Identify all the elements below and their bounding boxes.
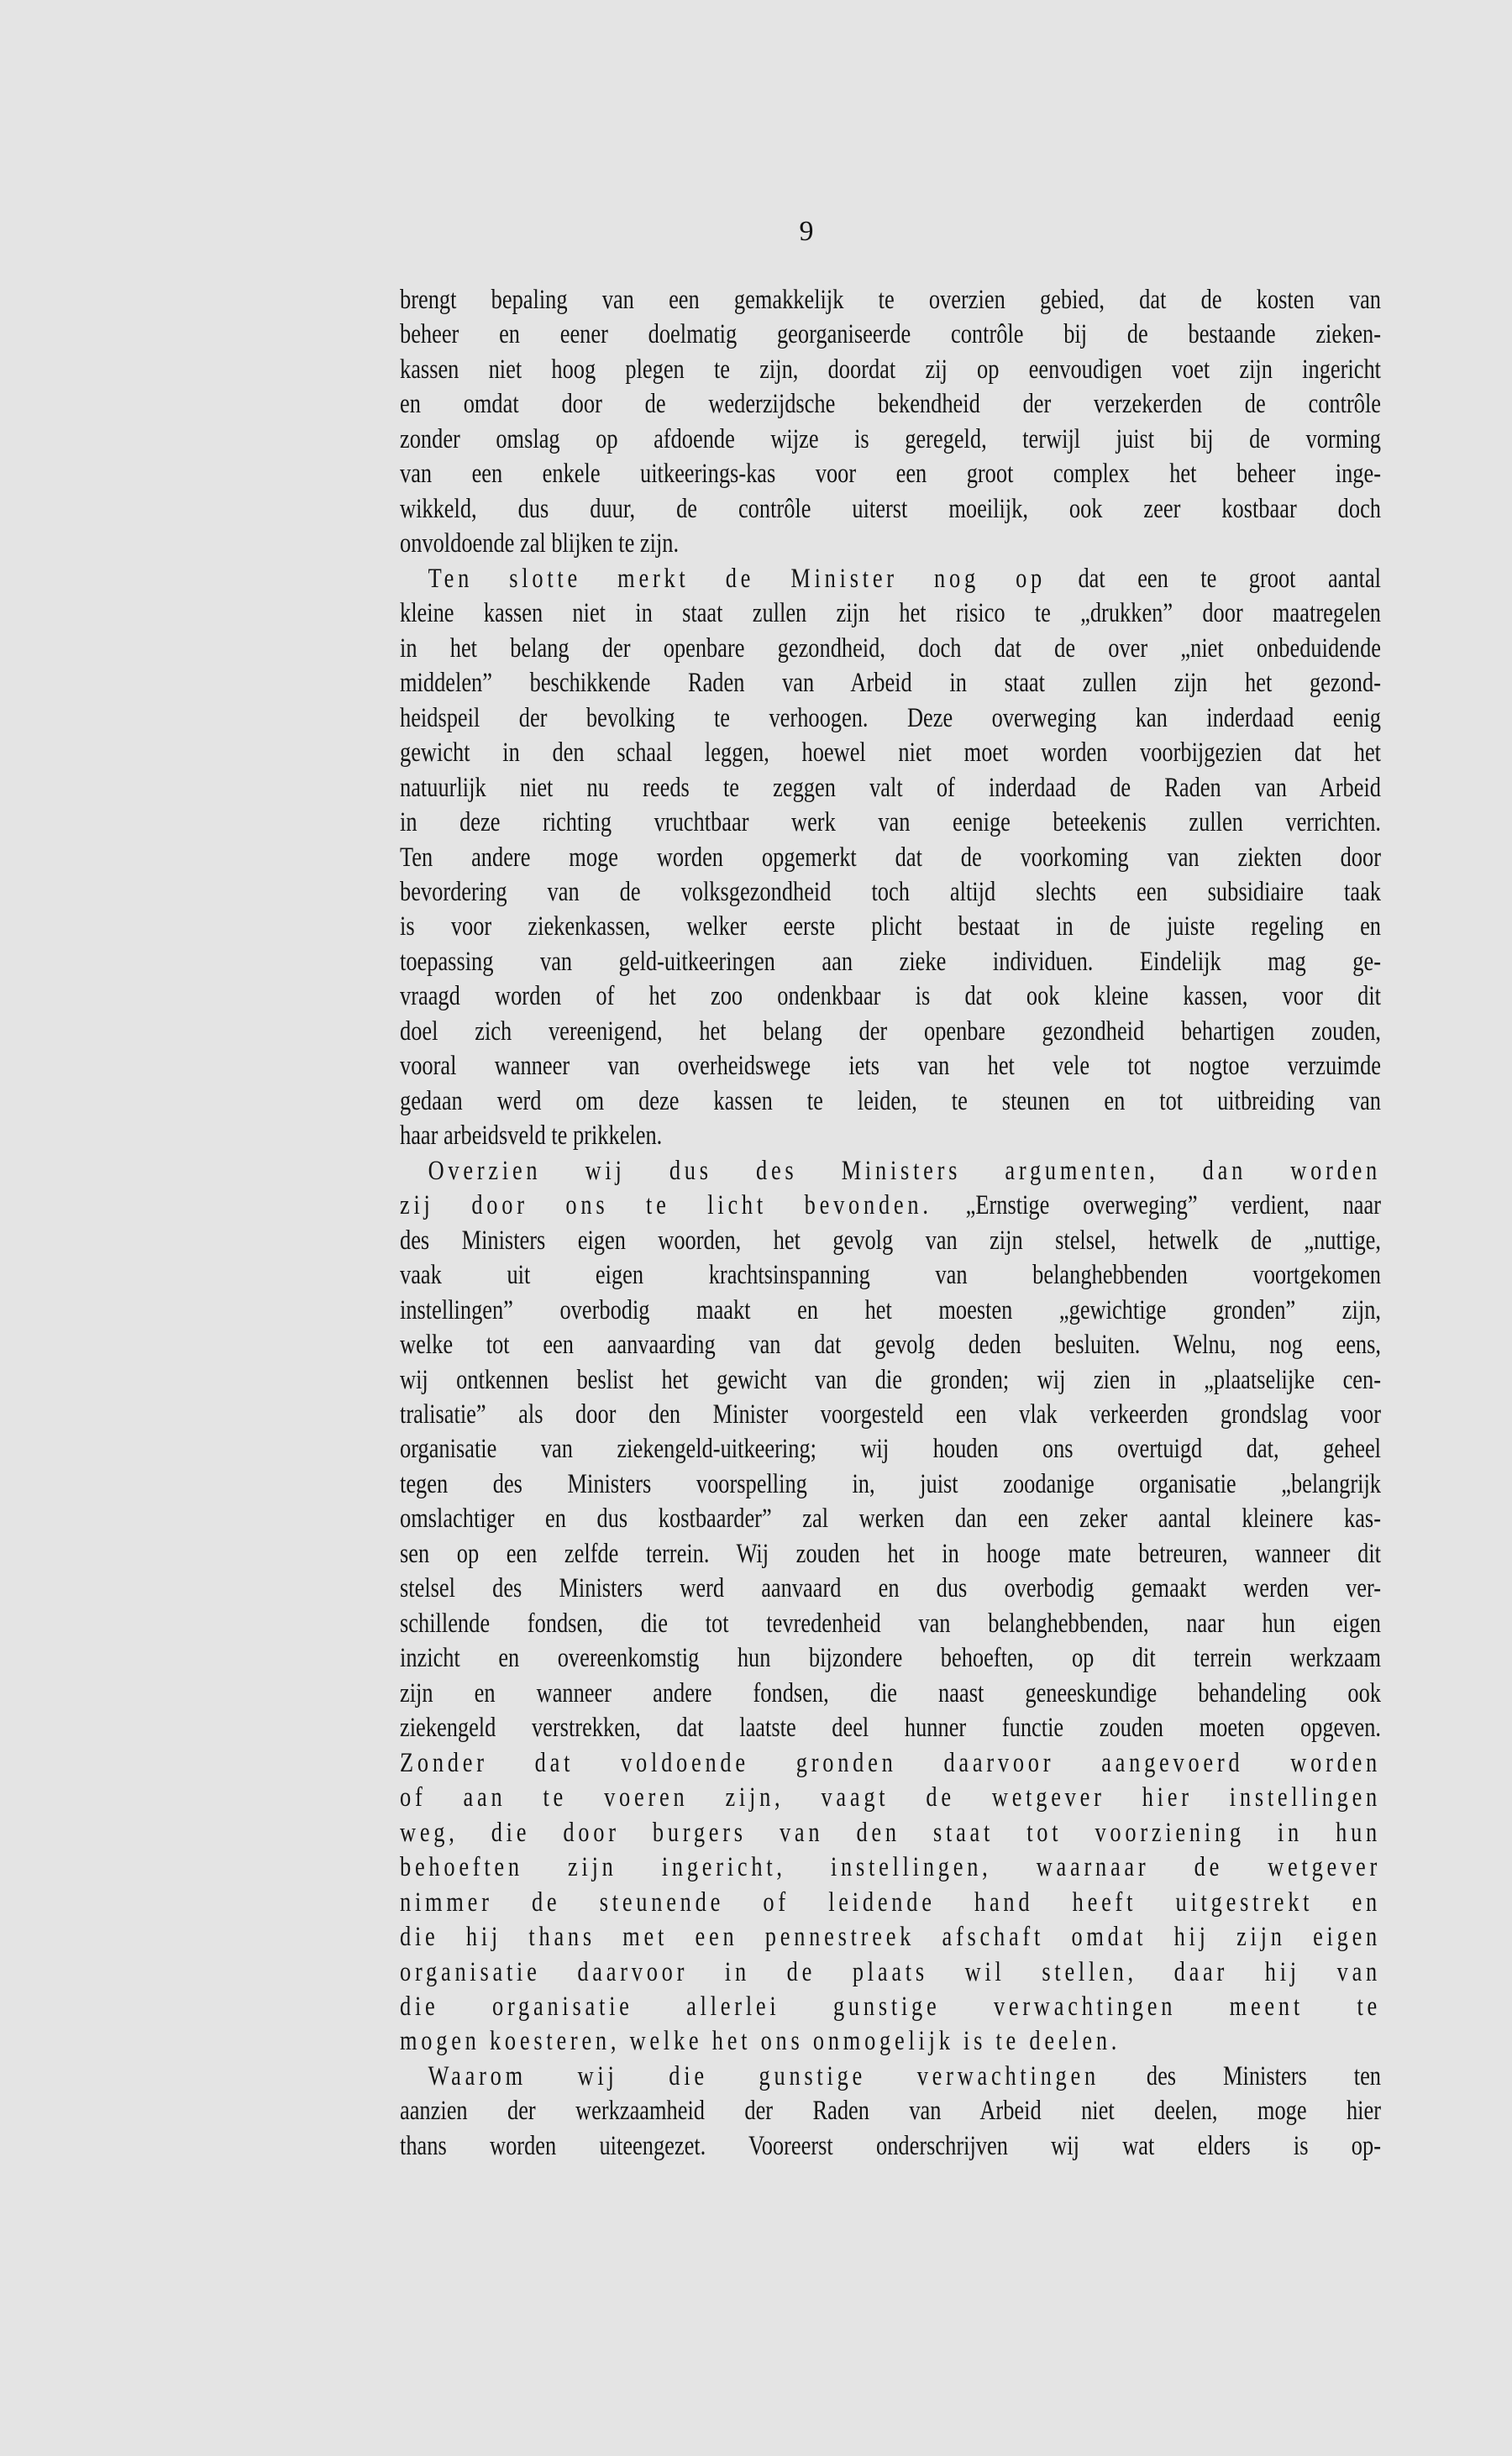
text-line xyxy=(400,1224,1381,1258)
spaced-emphasis: Waarom wij die gunstige verwachtingen xyxy=(428,2060,1100,2091)
text-line xyxy=(400,562,1381,596)
text-line xyxy=(400,979,1381,1014)
text-line xyxy=(400,1432,1381,1467)
text-line xyxy=(400,1850,1381,1885)
text-line xyxy=(400,353,1381,387)
text-line-content: instellingen” overbodig maakt en het moesten „gewichtige gronden” zijn, xyxy=(400,1294,1381,1325)
text-line-content: Overzien wij dus des Ministers argumenten, dan worden xyxy=(428,1155,1382,1186)
text-line xyxy=(400,1711,1381,1745)
text-line-content: Zonder dat voldoende gronden daarvoor aangevoerd worden xyxy=(400,1747,1381,1778)
text-line xyxy=(400,1154,1381,1189)
text-line xyxy=(400,806,1381,840)
text-line xyxy=(400,492,1381,527)
text-line-content: zonder omslag op afdoende wijze is geregeld, terwijl juist bij de vorming xyxy=(400,423,1381,454)
spaced-emphasis: Ten slotte merkt de Minister nog op xyxy=(428,563,1047,594)
text-line xyxy=(400,2024,1381,2059)
text-line xyxy=(400,875,1381,910)
text-line xyxy=(400,701,1381,736)
text-line-content: in het belang der openbare gezondheid, doch dat de over „niet onbeduidende xyxy=(400,632,1381,664)
text-line-content: brengt bepaling van een gemakkelijk te overzien gebied, dat de kosten van xyxy=(400,285,1381,315)
text-line-content: en omdat door de wederzijdsche bekendheid der verzekerden de contrôle xyxy=(400,389,1381,420)
text-line-content: behoeften zijn ingericht, instellingen, waarnaar de wetgever xyxy=(400,1852,1381,1883)
text-line-content: welke tot een aanvaarding van dat gevolg deden besluiten. Welnu, nog eens, xyxy=(400,1330,1381,1361)
text-line xyxy=(400,422,1381,457)
text-line-content: die hij thans met een pennestreek afschaft omdat hij zijn eigen xyxy=(400,1922,1381,1953)
text-line-content: bevordering van de volksgezondheid toch altijd slechts een subsidiaire taak xyxy=(400,876,1381,907)
text-line-content: vraagd worden of het zoo ondenkbaar is dat ook kleine kassen, voor dit xyxy=(400,981,1381,1012)
text-line xyxy=(400,1328,1381,1362)
text-line-content xyxy=(400,562,1381,596)
text-line xyxy=(400,457,1381,491)
text-line-content: Ten andere moge worden opgemerkt dat de voorkoming van ziekten door xyxy=(400,842,1381,873)
text-line xyxy=(400,1886,1381,1920)
text-line xyxy=(400,1641,1381,1676)
text-line xyxy=(400,945,1381,979)
text-line-content: in deze richting vruchtbaar werk van eenige beteekenis zullen verrichten. xyxy=(400,807,1381,838)
text-line-content: organisatie daarvoor in de plaats wil stellen, daar hij van xyxy=(400,1956,1381,1987)
text-line-content: is voor ziekenkassen, welker eerste plicht bestaat in de juiste regeling en xyxy=(400,911,1381,942)
text-line xyxy=(400,1537,1381,1572)
text-line-content: heidspeil der bevolking te verhoogen. Deze overweging kan inderdaad eenig xyxy=(400,702,1381,733)
text-line-content: beheer en eener doelmatig georganiseerde contrôle bij de bestaande zieken- xyxy=(400,319,1381,350)
text-line-content: zijn en wanneer andere fondsen, die naast geneeskundige behandeling ook xyxy=(400,1677,1381,1708)
text-line xyxy=(400,1049,1381,1084)
text-run: dat een te groot aantal xyxy=(1046,563,1381,594)
text-line xyxy=(400,910,1381,944)
body-text xyxy=(400,283,1381,2164)
text-line-content: doel zich vereenigend, het belang der openbare gezondheid behartigen zouden, xyxy=(400,1015,1381,1047)
text-line xyxy=(400,841,1381,875)
text-line xyxy=(400,1015,1381,1049)
text-line xyxy=(400,736,1381,770)
text-line-content: stelsel des Ministers werd aanvaard en dus overbodig gemaakt werden ver- xyxy=(400,1573,1381,1604)
text-line-content: tralisatie” als door den Minister voorgesteld een vlak verkeerden grondslag voor xyxy=(400,1399,1381,1430)
text-line xyxy=(400,771,1381,806)
text-line xyxy=(400,1990,1381,2024)
text-line-content: gewicht in den schaal leggen, hoewel niet moet worden voorbijgezien dat het xyxy=(400,737,1381,769)
text-line-content: gedaan werd om deze kassen te leiden, te steunen en tot uitbreiding van xyxy=(400,1085,1381,1116)
text-line-content: of aan te voeren zijn, vaagt de wetgever hier instellingen xyxy=(400,1782,1381,1813)
text-line-content: toepassing van geld-uitkeeringen aan zieke individuen. Eindelijk mag ge- xyxy=(400,946,1381,977)
text-line-content: haar arbeidsveld te prikkelen. xyxy=(400,1120,663,1152)
text-line xyxy=(400,1363,1381,1398)
text-line xyxy=(400,1084,1381,1119)
text-line-content: schillende fondsen, die tot tevredenheid van belanghebbenden, naar hun eigen xyxy=(400,1608,1381,1639)
text-line-content: ziekengeld verstrekken, dat laatste deel hunner functie zouden moeten opgeven. xyxy=(400,1713,1381,1744)
text-line-content xyxy=(400,1189,1381,1223)
text-line xyxy=(400,1677,1381,1711)
text-line-content: aanzien der werkzaamheid der Raden van Arbeid niet deelen, moge hier xyxy=(400,2096,1381,2127)
text-line xyxy=(400,1920,1381,1955)
text-line-content: tegen des Ministers voorspelling in, juist zoodanige organisatie „belangrijk xyxy=(400,1468,1381,1499)
text-line-content: middelen” beschikkende Raden van Arbeid in staat zullen zijn het gezond- xyxy=(400,668,1381,699)
text-line-content: wij ontkennen beslist het gewicht van die gronden; wij zien in „plaatselijke cen- xyxy=(400,1364,1381,1395)
text-line-content: onvoldoende zal blijken te zijn. xyxy=(400,528,680,559)
text-line xyxy=(400,1502,1381,1536)
text-line xyxy=(400,283,1381,317)
text-line-content: mogen koesteren, welke het ons onmogelijk is te deelen. xyxy=(400,2026,1121,2057)
text-line-content: kassen niet hoog plegen te zijn, doordat zij op eenvoudigen voet zijn ingericht xyxy=(400,354,1381,385)
text-line-content: natuurlijk niet nu reeds te zeggen valt of inderdaad de Raden van Arbeid xyxy=(400,772,1381,803)
text-line xyxy=(400,1607,1381,1641)
text-line xyxy=(400,1258,1381,1293)
text-line-content: wikkeld, dus duur, de contrôle uiterst moeilijk, ook zeer kostbaar doch xyxy=(400,493,1381,524)
text-line xyxy=(400,527,1381,561)
text-line-content: kleine kassen niet in staat zullen zijn het risico te „drukken” door maatregelen xyxy=(400,598,1381,629)
text-line-content xyxy=(400,2060,1381,2094)
spaced-emphasis: zij door ons te licht bevonden. xyxy=(400,1190,932,1221)
text-line xyxy=(400,1746,1381,1781)
text-line-content: sen op een zelfde terrein. Wij zouden het in hooge mate betreuren, wanneer dit xyxy=(400,1538,1381,1569)
text-run: „Ernstige overweging” verdient, naar xyxy=(932,1190,1381,1221)
text-line xyxy=(400,1189,1381,1223)
text-line xyxy=(400,2060,1381,2094)
text-run: des Ministers ten xyxy=(1099,2060,1381,2091)
text-line-content: vooral wanneer van overheidswege iets van het vele tot nogtoe verzuimde xyxy=(400,1051,1381,1082)
text-line-content: die organisatie allerlei gunstige verwachtingen meent te xyxy=(400,1991,1381,2022)
text-line xyxy=(400,1294,1381,1328)
text-line xyxy=(400,1572,1381,1606)
text-line xyxy=(400,2129,1381,2164)
text-line-content: inzicht en overeenkomstig hun bijzondere behoeften, op dit terrein werkzaam xyxy=(400,1643,1381,1674)
text-line xyxy=(400,596,1381,631)
text-line-content: organisatie van ziekengeld-uitkeering; wij houden ons overtuigd dat, geheel xyxy=(400,1434,1381,1465)
text-line-content: weg, die door burgers van den staat tot voorziening in hun xyxy=(400,1817,1381,1848)
text-line-content: thans worden uiteengezet. Vooreerst onderschrijven wij wat elders is op- xyxy=(400,2130,1381,2161)
text-line-content: vaak uit eigen krachtsinspanning van belanghebbenden voortgekomen xyxy=(400,1260,1381,1291)
text-line xyxy=(400,1955,1381,1990)
text-line xyxy=(400,2094,1381,2128)
text-line xyxy=(400,666,1381,701)
text-line xyxy=(400,317,1381,352)
text-line xyxy=(400,632,1381,666)
text-line-content: des Ministers eigen woorden, het gevolg van zijn stelsel, hetwelk de „nuttige, xyxy=(400,1225,1381,1256)
text-line xyxy=(400,1816,1381,1850)
text-line xyxy=(400,1467,1381,1502)
text-line-content: nimmer de steunende of leidende hand heeft uitgestrekt en xyxy=(400,1887,1381,1918)
text-line-content: omslachtiger en dus kostbaarder” zal werken dan een zeker aantal kleinere kas- xyxy=(400,1504,1381,1535)
text-line xyxy=(400,1119,1381,1153)
text-line xyxy=(400,1398,1381,1432)
text-line xyxy=(400,387,1381,422)
text-line-content: van een enkele uitkeerings-kas voor een groot complex het beheer inge- xyxy=(400,459,1381,490)
page-number: 9 xyxy=(799,216,814,247)
text-line xyxy=(400,1781,1381,1815)
